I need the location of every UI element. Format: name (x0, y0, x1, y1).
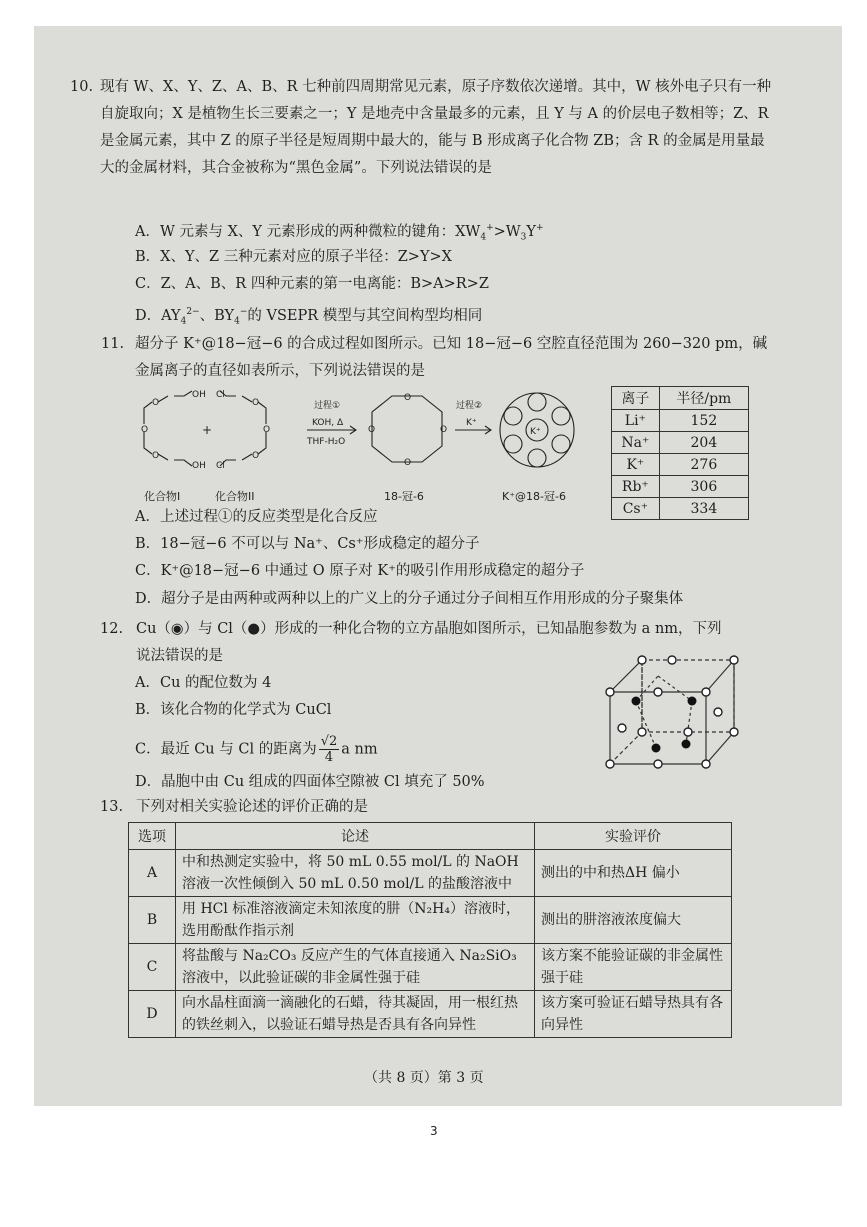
unit-cell-diagram (602, 652, 748, 770)
sqrt2-over-4: $\frac{√2}{4}$ (320, 734, 338, 765)
o-label: O (368, 425, 376, 435)
q12-stem-line2: 说法错误的是 (136, 648, 223, 664)
q10-option-a[interactable]: A．W 元素与 X、Y 元素形成的两种微粒的键角：$XW_4^+>W_3Y^+$ (135, 223, 544, 243)
table-row[interactable]: A 中和热测定实验中，将 50 mL 0.55 mol/L 的 NaOH 溶液一次性倾倒入 50 mL 0.50 mol/L 的盐酸溶液中 测出的中和热ΔH 偏小 (129, 850, 732, 897)
question-10 (70, 74, 776, 182)
o-label: O (152, 451, 160, 461)
table-row[interactable]: B 用 HCl 标准溶液滴定未知浓度的肼（N₂H₄）溶液时，选用酚酞作指示剂 测出的肼溶液浓度偏大 (129, 897, 732, 944)
product-label: K⁺@18-冠-6 (502, 490, 566, 503)
q13-stem (100, 797, 368, 817)
question-11 (101, 331, 775, 385)
experiment-table (128, 822, 732, 1038)
cl-label: Cl (216, 390, 225, 400)
question-number: 10. (70, 79, 94, 95)
table-header: 半径/pm (659, 387, 748, 410)
q12-stem-line1 (100, 619, 722, 639)
exam-page (34, 26, 842, 1106)
table-row: K⁺ 276 (612, 454, 749, 476)
oh-label: OH (192, 390, 206, 400)
q12-option-a[interactable]: A．Cu 的配位数为 4 (135, 675, 272, 691)
q11-option-a[interactable]: A．上述过程①的反应类型是化合反应 (135, 509, 378, 525)
q10-option-c[interactable]: C．Z、A、B、R 四种元素的第一电离能：B>A>R>Z (135, 276, 489, 292)
plus-sign: + (202, 423, 213, 437)
question-stem: Cu（◉）与 Cl（●）形成的一种化合物的立方晶胞如图所示，已知晶胞参数为 a nm，下列 (136, 621, 722, 637)
page-footer: （共 8 页）第 3 页 (364, 1070, 484, 1086)
synthesis-scheme (122, 388, 602, 510)
q10-option-d[interactable]: D．$AY_4^{2-}$、$BY_4^-$的 VSEPR 模型与其空间构型均相同 (135, 307, 483, 327)
k-ion-label: K⁺ (530, 427, 541, 437)
table-row[interactable]: D 向水晶柱面滴一滴融化的石蜡，待其凝固，用一根红热的铁丝刺入，以验证石蜡导热是否具有各向异性 该方案可验证石蜡导热具有各向异性 (129, 991, 732, 1038)
question-number: 13. (100, 799, 124, 815)
table-row[interactable]: C 将盐酸与 Na₂CO₃ 反应产生的气体直接通入 Na₂SiO₃ 溶液中，以此验证碳的非金属性强于硅 该方案不能验证碳的非金属性强于硅 (129, 944, 732, 991)
q12-option-c[interactable]: C．最近 Cu 与 Cl 的距离为 $\frac{√2}{4}$ a nm (135, 734, 378, 765)
step2-label: 过程② (456, 401, 483, 411)
o-label: O (252, 398, 260, 408)
cl-label: Cl (216, 461, 225, 471)
table-row: Cs⁺ 334 (612, 498, 749, 520)
step1-label: 过程① (314, 401, 341, 411)
page-number: 3 (430, 1124, 438, 1138)
question-stem: 下列对相关实验论述的评价正确的是 (136, 799, 368, 815)
o-label: O (404, 458, 412, 468)
step1-reagent: KOH, Δ (312, 418, 344, 428)
question-number: 11. (101, 336, 125, 352)
question-number: 12. (100, 621, 124, 637)
crown-ether-label: 18-冠-6 (384, 490, 424, 503)
table-header: 论述 (176, 823, 535, 850)
step2-reagent: K⁺ (466, 418, 477, 428)
table-row: Li⁺ 152 (612, 410, 749, 432)
table-row: Na⁺ 204 (612, 432, 749, 454)
step1-solvent: THF-H₂O (307, 437, 346, 447)
o-label: O (263, 425, 271, 435)
table-header: 选项 (129, 823, 176, 850)
table-header-row (129, 823, 732, 850)
compound-i-label: 化合物I (144, 490, 181, 503)
o-label: O (404, 393, 412, 403)
q11-option-b[interactable]: B．18−冠−6 不可以与 Na⁺、Cs⁺形成稳定的超分子 (135, 536, 480, 552)
q10-option-b[interactable]: B．X、Y、Z 三种元素对应的原子半径：Z>Y>X (135, 249, 453, 265)
table-header: 实验评价 (535, 823, 732, 850)
o-label: O (252, 451, 260, 461)
o-label: O (152, 398, 160, 408)
oh-label: OH (192, 461, 206, 471)
q11-option-d[interactable]: D．超分子是由两种或两种以上的广义上的分子通过分子间相互作用形成的分子聚集体 (135, 591, 684, 607)
table-row: Rb⁺ 306 (612, 476, 749, 498)
q12-option-b[interactable]: B．该化合物的化学式为 CuCl (135, 702, 332, 718)
compound-ii-label: 化合物II (215, 490, 255, 503)
q12-option-d[interactable]: D．晶胞中由 Cu 组成的四面体空隙被 Cl 填充了 50% (135, 774, 485, 790)
question-stem: 现有 W、X、Y、Z、A、B、R 七种前四周期常见元素，原子序数依次递增。其中，W 核外电子只有一种自旋取向；X 是植物生长三要素之一；Y 是地壳中含量最多的元素，且 Y 与 A 的价层电子数相等；Z、R 是金属元素，其中 Z 的原子半径是短周期中最大的，能与 B 形成离子化合物 ZB；含 R 的金属是用量最大的金属材料，其合金被称为“黑色金属”。下列说法错误的是 (100, 79, 772, 176)
table-header-row (612, 387, 749, 410)
table-header: 离子 (612, 387, 660, 410)
question-stem: 超分子 K⁺@18−冠−6 的合成过程如图所示。已知 18−冠−6 空腔直径范围为 260−320 pm，碱金属离子的直径如表所示，下列说法错误的是 (135, 336, 768, 379)
q11-option-c[interactable]: C．K⁺@18−冠−6 中通过 O 原子对 K⁺的吸引作用形成稳定的超分子 (135, 563, 585, 579)
o-label: O (141, 425, 149, 435)
ion-radius-table (611, 386, 749, 520)
o-label: O (440, 425, 448, 435)
